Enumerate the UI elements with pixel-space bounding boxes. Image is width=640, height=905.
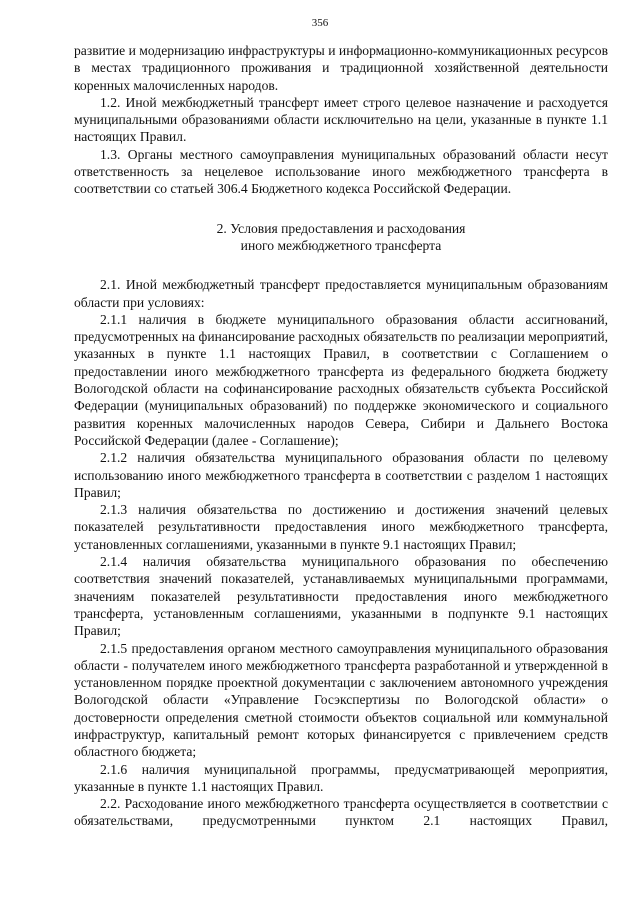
paragraph-2-1-1: 2.1.1 наличия в бюджете муниципального образования области ассигнований, предусмотренных на финансирование расходных обязательств по реализации мероприятий, указанных в пункте 1.1 настоящих Правил, в соответствии с Соглашением о предоставлении иного межбюджетного трансферта из федерального бюджета бюджету Вологодской области на софинансирование расходных обязательств субъекта Российской Федерации (муниципальных образований) по поддержке экономического и социального развития коренных малочисленных народов Севера, Сибири и Дальнего Востока Российской Федерации (далее - Соглашение); — [74, 311, 608, 448]
paragraph-2-1-2: 2.1.2 наличия обязательства муниципального образования области по целевому использованию иного межбюджетного трансферта в соответствии с разделом 1 настоящих Правил; — [74, 450, 608, 500]
paragraph-2-1-3: 2.1.3 наличия обязательства по достижению и достижения значений целевых показателей результативности предоставления иного межбюджетного трансферта, установленных соглашениями, указанными в пункте 9.1 настоящих Правил; — [74, 502, 608, 552]
section-heading-line-2: иного межбюджетного трансферта — [240, 237, 442, 253]
section-heading-line-1: 2. Условия предоставления и расходования — [216, 220, 466, 236]
paragraph-continuation: развитие и модернизацию инфраструктуры и информационно-коммуникационных ресурсов в местах традиционного проживания и традиционной хозяйственной деятельности коренных малочисленных народов. — [74, 43, 608, 93]
page-number: 356 — [311, 17, 329, 29]
document-body — [74, 42, 608, 830]
paragraph-2-1: 2.1. Иной межбюджетный трансферт предоставляется муниципальным образованиям области при условиях: — [74, 277, 608, 310]
paragraph-1-2: 1.2. Иной межбюджетный трансферт имеет строго целевое назначение и расходуется муниципальными образованиями области исключительно на цели, указанные в пункте 1.1 настоящих Правил. — [74, 94, 608, 145]
paragraph-2-2: 2.2. Расходование иного межбюджетного трансферта осуществляется в соответствии с обязательствами, предусмотренными пунктом 2.1 настоящих Правил, — [74, 796, 608, 829]
paragraph-2-1-5: 2.1.5 предоставления органом местного самоуправления муниципального образования области - получателем иного межбюджетного трансферта разработанной и утвержденной в установленном порядке проектной документации с заключением автономного учреждения Вологодской области «Управление Госэкспертизы по Вологодской области» о достоверности определения сметной стоимости объектов социальной или коммунальной инфраструктур, капитальный ремонт которых финансируется с привлечением средств областного бюджета; — [74, 640, 608, 760]
paragraph-2-1-6: 2.1.6 наличия муниципальной программы, предусматривающей мероприятия, указанные в пункте 1.1 настоящих Правил. — [74, 761, 608, 794]
paragraph-1-3: 1.3. Органы местного самоуправления муниципальных образований области несут ответственность за нецелевое использование иного межбюджетного трансферта в соответствии со статьей 306.4 Бюджетного кодекса Российской Федерации. — [74, 146, 608, 197]
paragraph-2-1-4: 2.1.4 наличия обязательства муниципального образования по обеспечению соответствия значений показателей, устанавливаемых муниципальными программами, значениям показателей результативности предоставления иного межбюджетного трансферта, установленным соглашениями, указанными в подпункте 9.1 настоящих Правил; — [74, 554, 608, 639]
section-heading — [74, 220, 608, 255]
